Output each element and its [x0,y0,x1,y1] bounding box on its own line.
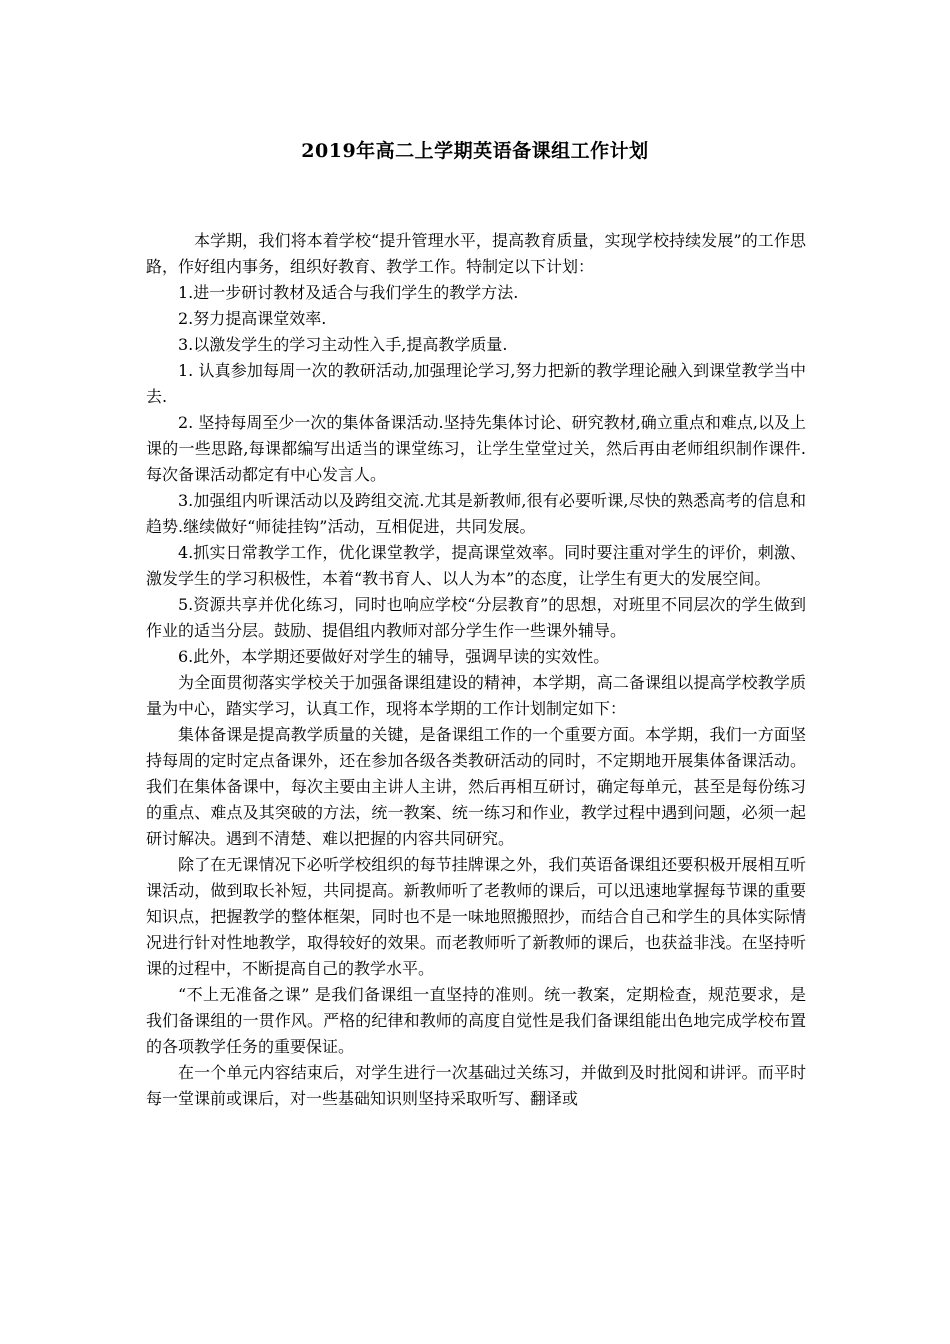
document-body [146,228,806,1112]
paragraph: 2. 坚持每周至少一次的集体备课活动.坚持先集体讨论、研究教材,确立重点和难点,以及上课的一些思路,每课都编写出适当的课堂练习，让学生堂堂过关，然后再由老师组织制作课件.每次备课活动都定有中心发言人。 [146,413,806,484]
paragraph: 1. 认真参加每周一次的教研活动,加强理论学习,努力把新的教学理论融入到课堂教学当中去. [146,361,806,406]
paragraph: 2.努力提高课堂效率. [178,309,327,328]
paragraph: “不上无准备之课” 是我们备课组一直坚持的准则。统一教案，定期检查，规范要求，是我们备课组的一贯作风。严格的纪律和教师的高度自觉性是我们备课组能出色地完成学校布置的各项教学任务的重要保证。 [146,985,806,1056]
paragraph: 为全面贯彻落实学校关于加强备课组建设的精神，本学期，高二备课组以提高学校教学质量为中心，踏实学习，认真工作，现将本学期的工作计划制定如下： [146,673,806,718]
paragraph: 在一个单元内容结束后，对学生进行一次基础过关练习，并做到及时批阅和讲评。而平时每一堂课前或课后，对一些基础知识则坚持采取听写、翻译或 [146,1063,806,1108]
paragraph: 集体备课是提高教学质量的关键，是备课组工作的一个重要方面。本学期，我们一方面坚持每周的定时定点备课外，还在参加各级各类教研活动的同时，不定期地开展集体备课活动。我们在集体备课中，每次主要由主讲人主讲，然后再相互研讨，确定每单元，甚至是每份练习的重点、难点及其突破的方法，统一教案、统一练习和作业，教学过程中遇到问题，必须一起研讨解决。遇到不清楚、难以把握的内容共同研究。 [146,725,806,848]
paragraph: 除了在无课情况下必听学校组织的每节挂牌课之外，我们英语备课组还要积极开展相互听课活动，做到取长补短，共同提高。新教师听了老教师的课后，可以迅速地掌握每节课的重要知识点，把握教学的整体框架，同时也不是一味地照搬照抄，而结合自己和学生的具体实际情况进行针对性地教学，取得较好的效果。而老教师听了新教师的课后，也获益非浅。在坚持听课的过程中，不断提高自己的教学水平。 [146,855,806,978]
paragraph-intro: 本学期，我们将本着学校“提升管理水平，提高教育质量，实现学校持续发展”的工作思路，作好组内事务，组织好教育、教学工作。特制定以下计划： [146,231,806,276]
paragraph: 6.此外，本学期还要做好对学生的辅导，强调早读的实效性。 [178,647,610,666]
paragraph: 5.资源共享并优化练习，同时也响应学校“分层教育”的思想，对班里不同层次的学生做到作业的适当分层。鼓励、提倡组内教师对部分学生作一些课外辅导。 [146,595,806,640]
paragraph: 3.加强组内听课活动以及跨组交流.尤其是新教师,很有必要听课,尽快的熟悉高考的信息和趋势.继续做好“师徒挂钩”活动，互相促进，共同发展。 [146,491,806,536]
document-title: 2019年高二上学期英语备课组工作计划 [301,140,649,162]
paragraph: 1.进一步研讨教材及适合与我们学生的教学方法. [178,283,519,302]
paragraph: 3.以激发学生的学习主动性入手,提高教学质量. [178,335,508,354]
paragraph: 4.抓实日常教学工作，优化课堂教学，提高课堂效率。同时要注重对学生的评价，刺激、激发学生的学习积极性，本着“教书育人、以人为本”的态度，让学生有更大的发展空间。 [146,543,806,588]
